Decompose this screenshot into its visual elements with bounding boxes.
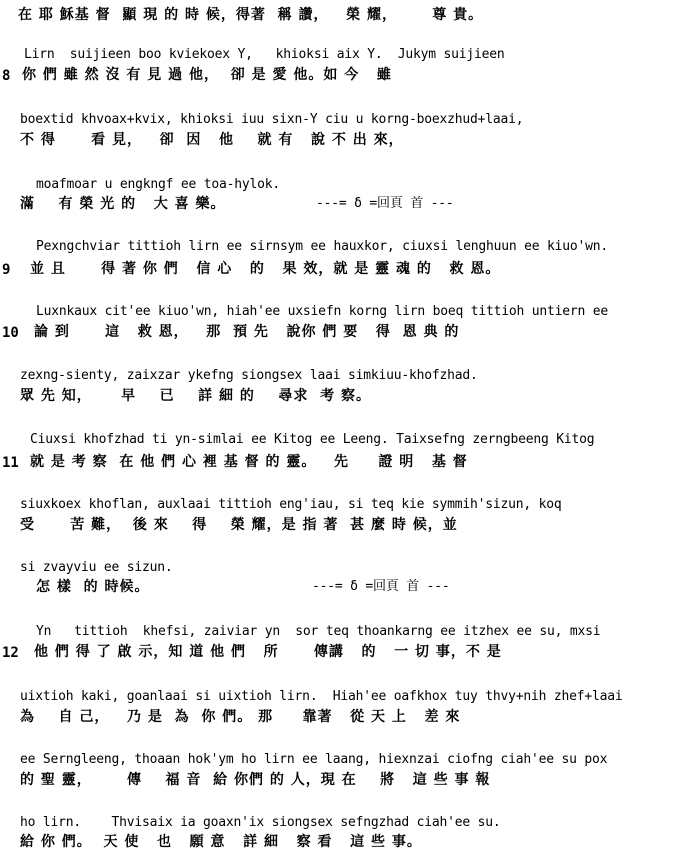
verse-9-romanization-line-1: Pexngchviar tittioh lirn ee sirnsym ee hauxkor, ciuxsi lenghuun ee kiuo'wn. [36,239,608,254]
verse-12-hanzi-line-4: 給 你 們。 天 使 也 願 意 詳 細 察 看 這 些 事。 [20,834,422,850]
verse-8-hanzi-line-3: 滿 有 榮 光 的 大 喜 樂。 [20,196,226,212]
verse-11-hanzi-line-1: 就 是 考 察 在 他 們 心 裡 基 督 的 靈。 先 證 明 基 督 [30,454,468,470]
verse-11-romanization-line-3: si zvayviu ee sizun. [20,560,173,575]
verse-12-romanization-line-3: ee Serngleeng, thoaan hok'ym ho lirn ee laang, hiexnzai ciofng ciah'ee su pox [20,752,608,767]
verse-11-hanzi-line-3: 怎 樣 的 時候。 [36,579,150,595]
verse-number-8: 8 [2,68,11,84]
verse-8-romanization-line-3: moafmoar u engkngf ee toa-hylok. [36,177,281,192]
verse-number-11: 11 [2,455,19,471]
verse-12-hanzi-line-3: 的 聖 靈， 傳 福 音 給 你們 的 人，現 在 將 這 些 事 報 [20,772,491,788]
verse-11-romanization-line-2: siuxkoex khoflan, auxlaai tittioh eng'iau, si teq kie symmih'sizun, koq [20,497,562,512]
verse-11-hanzi-line-2: 受 苦 難， 後 來 得 榮 耀，是 指 著 甚 麼 時 候，並 [20,517,458,533]
verse-8-hanzi-line-2: 不 得 看 見， 卻 因 他 就 有 說 不 出 來， [20,132,404,148]
verse-number-12: 12 [2,645,19,661]
verse-8-hanzi-line-1: 你 們 雖 然 沒 有 見 過 他， 卻 是 愛 他。如 今 雖 [22,67,392,83]
verse-10-hanzi-line-1: 論 到 這 救 恩， 那 預 先 說你 們 要 得 恩 典 的 [34,324,460,340]
verse-8-romanization-line-1: Lirn suijieen boo kviekoex Y, khioksi aix Y. Jukym suijieen [24,47,505,62]
verse-10-romanization-line-2: zexng-sienty, zaixzar ykefng siongsex laai simkiuu-khofzhad. [20,368,478,383]
back-to-top-link[interactable]: ---= δ =回頁 首 --- [316,196,454,211]
verse-12-romanization-line-2: uixtioh kaki, goanlaai si uixtioh lirn. Hiah'ee oafkhox tuy thvy+nih zhef+laai [20,689,623,704]
verse-12-romanization-line-1: Yn tittioh khefsi, zaiviar yn sor teq thoankarng ee itzhex ee su, mxsi [36,624,601,639]
verse-10-hanzi-line-2: 眾 先 知， 早 已 詳 細 的 尋求 考 察。 [20,388,371,404]
verse-7-hanzi-line-1: 在 耶 穌基 督 顯 現 的 時 候，得著 稱 讚， 榮 耀， 尊 貴。 [18,7,484,23]
verse-number-9: 9 [2,262,11,278]
verse-12-hanzi-line-1: 他 們 得 了 啟 示，知 道 他 們 所 傳講 的 一 切 事，不 是 [34,644,502,660]
verse-8-romanization-line-2: boextid khvoax+kvix, khioksi iuu sixn-Y ciu u korng-boexzhud+laai, [20,112,524,127]
verse-10-romanization-line-1: Luxnkaux cit'ee kiuo'wn, hiah'ee uxsiefn korng lirn boeq tittioh untiern ee [36,304,608,319]
verse-11-romanization-line-1: Ciuxsi khofzhad ti yn-simlai ee Kitog ee Leeng. Taixsefng zerngbeeng Kitog [30,432,595,447]
verse-12-romanization-line-4: ho lirn. Thvisaix ia goaxn'ix siongsex sefngzhad ciah'ee su. [20,815,501,830]
back-to-top-link[interactable]: ---= δ =回頁 首 --- [312,579,450,594]
verse-number-10: 10 [2,325,19,341]
verse-12-hanzi-line-2: 為 自 己， 乃 是 為 你 們。 那 靠著 從 天 上 差 來 [20,709,461,725]
verse-9-hanzi-line-1: 並 且 得 著 你 們 信 心 的 果 效，就 是 靈 魂 的 救 恩。 [30,261,501,277]
